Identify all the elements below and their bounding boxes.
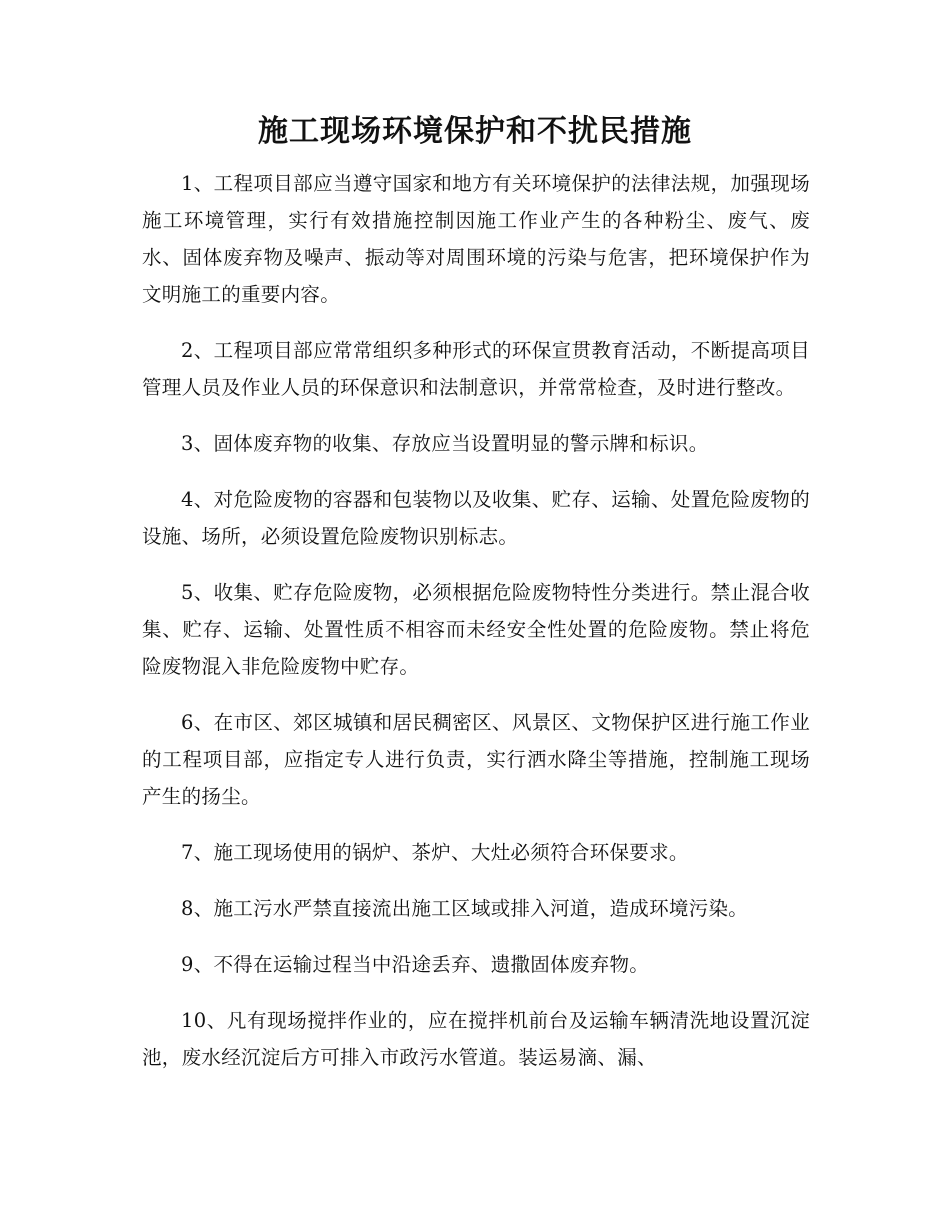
paragraph-1: 1、工程项目部应当遵守国家和地方有关环境保护的法律法规，加强现场施工环境管理，实行有效措施控制因施工作业产生的各种粉尘、废气、废水、固体废弃物及噪声、振动等对周围环境的污染与危害，把环境保护作为文明施工的重要内容。 <box>142 172 810 306</box>
paragraph-9: 9、不得在运输过程当中沿途丢弃、遗撒固体废弃物。 <box>181 953 650 976</box>
document-body <box>142 165 810 1095</box>
paragraph-4: 4、对危险废物的容器和包装物以及收集、贮存、运输、处置危险废物的设施、场所，必须设置危险废物识别标志。 <box>142 488 810 548</box>
paragraph-2: 2、工程项目部应常常组织多种形式的环保宣贯教育活动，不断提高项目管理人员及作业人员的环保意识和法制意识，并常常检查，及时进行整改。 <box>142 339 810 399</box>
paragraph-8: 8、施工污水严禁直接流出施工区域或排入河道，造成环境污染。 <box>181 897 749 920</box>
paragraph-3: 3、固体废弃物的收集、存放应当设置明显的警示牌和标识。 <box>181 432 709 455</box>
document-title: 施工现场环境保护和不扰民措施 <box>258 114 692 149</box>
paragraph-7: 7、施工现场使用的锅炉、茶炉、大灶必须符合环保要求。 <box>181 841 689 864</box>
paragraph-5: 5、收集、贮存危险废物，必须根据危险废物特性分类进行。禁止混合收集、贮存、运输、处置性质不相容而未经安全性处置的危险废物。禁止将危险废物混入非危险废物中贮存。 <box>142 581 810 678</box>
paragraph-6: 6、在市区、郊区城镇和居民稠密区、风景区、文物保护区进行施工作业的工程项目部，应指定专人进行负责，实行洒水降尘等措施，控制施工现场产生的扬尘。 <box>142 711 810 808</box>
paragraph-10: 10、凡有现场搅拌作业的，应在搅拌机前台及运输车辆清洗地设置沉淀池，废水经沉淀后方可排入市政污水管道。装运易滴、漏、 <box>142 1009 810 1069</box>
